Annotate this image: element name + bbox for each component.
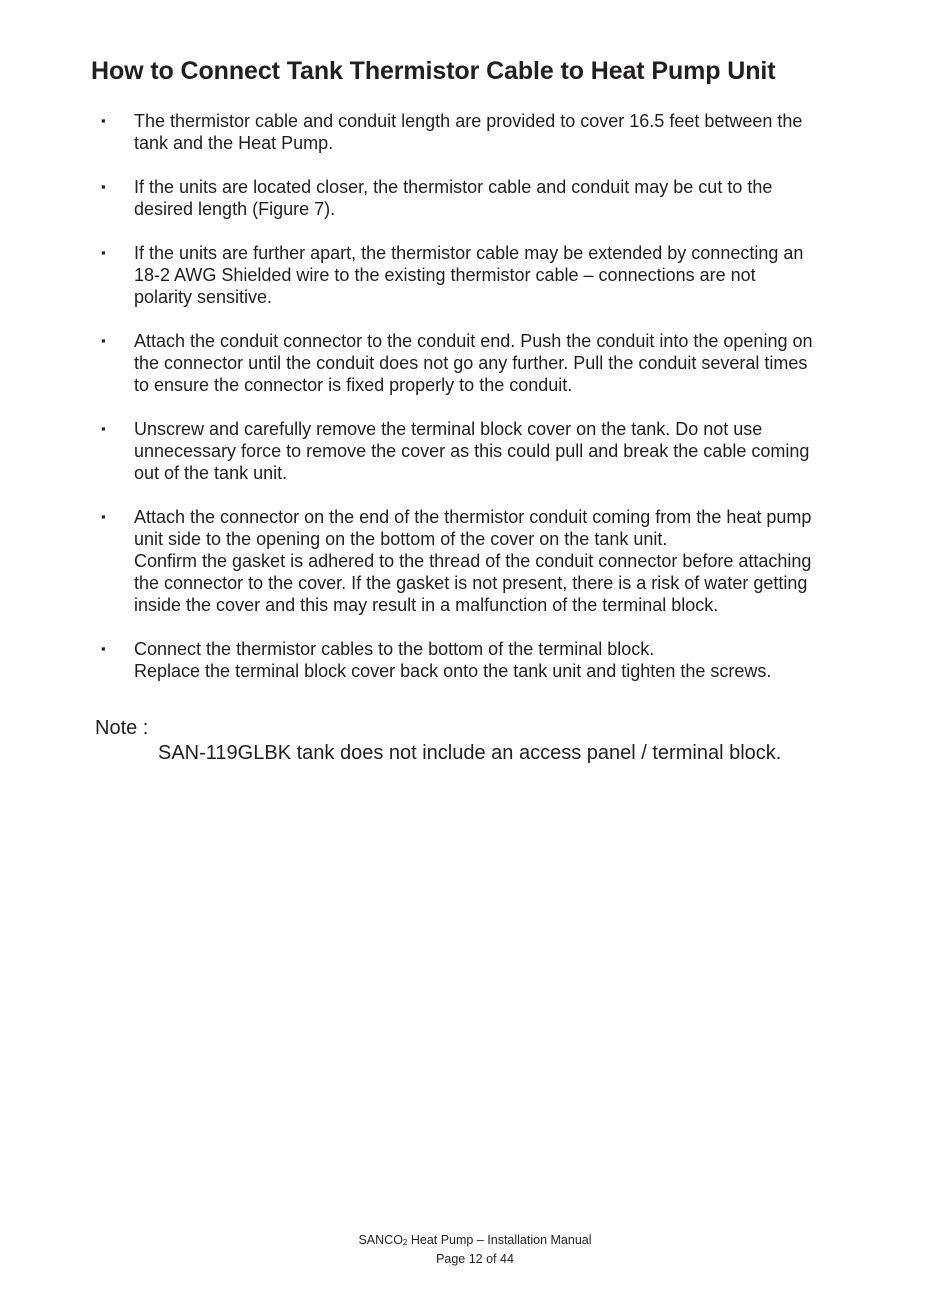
note-label: Note :: [95, 717, 149, 739]
bullet-square-icon: ▪: [101, 509, 106, 524]
text-line: to ensure the connector is fixed properly to the conduit.: [134, 375, 573, 395]
list-item-text: [134, 242, 874, 308]
list-item-text: [134, 418, 874, 484]
bullet-square-icon: ▪: [101, 421, 106, 436]
footer-page-number: Page 12 of 44: [436, 1252, 514, 1266]
bullet-square-icon: ▪: [101, 179, 106, 194]
text-line: tank and the Heat Pump.: [134, 133, 334, 153]
list-item-text: [134, 176, 874, 220]
text-line: out of the tank unit.: [134, 463, 288, 483]
page-title: How to Connect Tank Thermistor Cable to Heat Pump Unit: [91, 57, 776, 85]
footer-brand: SANCO: [358, 1233, 403, 1247]
text-line: the connector to the cover. If the gasket is not present, there is a risk of water getting: [134, 573, 808, 593]
text-line: Attach the conduit connector to the conduit end. Push the conduit into the opening on: [134, 331, 813, 351]
text-line: If the units are further apart, the thermistor cable may be extended by connecting an: [134, 243, 804, 263]
footer-manual-name: Heat Pump – Installation Manual: [407, 1233, 592, 1247]
text-line: Replace the terminal block cover back onto the tank unit and tighten the screws.: [134, 661, 772, 681]
text-line: unit side to the opening on the bottom of the cover on the tank unit.: [134, 529, 668, 549]
text-line: Confirm the gasket is adhered to the thread of the conduit connector before attaching: [134, 551, 812, 571]
bullet-square-icon: ▪: [101, 113, 106, 128]
text-line: Attach the connector on the end of the thermistor conduit coming from the heat pump: [134, 507, 812, 527]
list-item-text: [134, 638, 874, 682]
bullet-square-icon: ▪: [101, 641, 106, 656]
note-text: SAN-119GLBK tank does not include an access panel / terminal block.: [158, 742, 782, 764]
text-line: the connector until the conduit does not go any further. Pull the conduit several times: [134, 353, 808, 373]
bullet-square-icon: ▪: [101, 333, 106, 348]
text-line: If the units are located closer, the thermistor cable and conduit may be cut to the: [134, 177, 773, 197]
bullet-square-icon: ▪: [101, 245, 106, 260]
text-line: Unscrew and carefully remove the terminal block cover on the tank. Do not use: [134, 419, 763, 439]
text-line: The thermistor cable and conduit length are provided to cover 16.5 feet between the: [134, 111, 803, 131]
list-item-text: [134, 330, 874, 396]
footer-brand-subscript: 2: [402, 1238, 408, 1247]
text-line: inside the cover and this may result in a malfunction of the terminal block.: [134, 595, 719, 615]
text-line: unnecessary force to remove the cover as this could pull and break the cable coming: [134, 441, 810, 461]
text-line: desired length (Figure 7).: [134, 199, 336, 219]
footer-manual-title: [0, 1232, 950, 1251]
list-item-text: [134, 506, 874, 616]
text-line: polarity sensitive.: [134, 287, 273, 307]
text-line: 18-2 AWG Shielded wire to the existing thermistor cable – connections are not: [134, 265, 756, 285]
list-item-text: [134, 110, 874, 154]
text-line: Connect the thermistor cables to the bottom of the terminal block.: [134, 639, 655, 659]
page-footer: [0, 1232, 950, 1267]
